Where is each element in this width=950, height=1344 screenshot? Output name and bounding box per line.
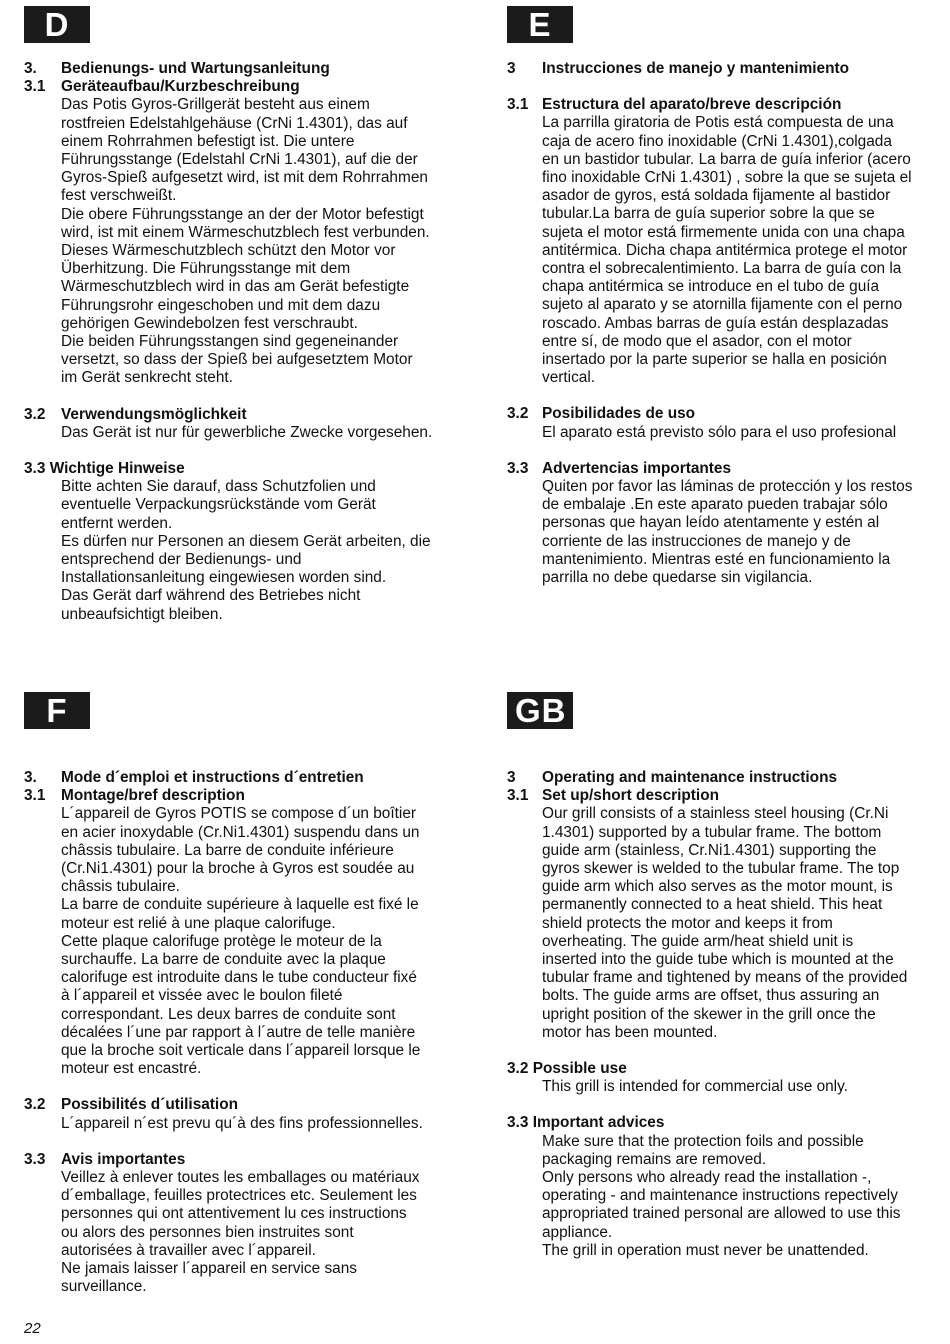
french-content <box>24 769 464 1296</box>
language-label-fr: F <box>24 692 90 729</box>
section-3-2-body: L´appareil n´est prevu qu´à des fins professionnelles. <box>61 1114 423 1132</box>
chapter-heading: 3 Operating and maintenance instructions <box>507 769 838 786</box>
section-3-3-heading: 3.3 Wichtige Hinweise <box>24 460 185 478</box>
language-label-es: E <box>507 6 573 43</box>
section-3-2-heading: 3.2 Possibilités d´utilisation <box>24 1096 239 1114</box>
section-3-3-body: Bitte achten Sie darauf, dass Schutzfolien und eventuelle Verpackungsrückstände vom Gerät entfernt werden. Es dürfen nur Personen an diesem Gerät arbeiten, die entsprechend der Bedienungs- und Installationsanleitung eingewiesen worden sind. Das Gerät darf während des Betriebes nicht unbeaufsichtigt bleiben. <box>61 478 431 623</box>
section-spanish <box>507 6 947 587</box>
english-content <box>507 769 947 1260</box>
section-3-3-heading: 3.3 Advertencias importantes <box>507 459 732 477</box>
section-3-2-body: This grill is intended for commercial use only. <box>542 1078 848 1096</box>
section-english <box>507 692 947 1260</box>
language-label-de: D <box>24 6 90 43</box>
section-3-3-body: Make sure that the protection foils and possible packaging remains are removed. Only persons who already read the installation -, operating - and maintenance instructions repectively appropriated trained personal are allowed to use this appliance. The grill in operation must never be unattended. <box>542 1132 901 1259</box>
german-content <box>24 60 464 624</box>
language-label-gb: GB <box>507 692 573 729</box>
section-3-2-heading: 3.2 Posibilidades de uso <box>507 405 696 423</box>
section-3-1-body: La parrilla giratoria de Potis está compuesta de una caja de acero fino inoxidable (CrNi 1.4301),colgada en un bastidor tubular. La barra de guía inferior (acero fino inoxidable CrNi 1.4301) , sobre la que se sujeta el asador de gyros, está soldada fijamente al bastidor tubular.La barra de guía superior sobre la que se sujeta el motor está firmemente unida con una chapa antitérmica. Dicha chapa antitérmica protege el motor contra el sobrecalentimiento. La barra de guía con la chapa antitérmica se introduce en el tubo de guía sujeto al aparato y se atornilla fijamente con el perno roscado. Ambas barras de guía están desplazadas entre sí, de modo que el asador, con el motor insertado por la parte superior se halla en posición vertical. <box>542 114 912 387</box>
chapter-heading: 3 Instrucciones de manejo y mantenimiento <box>507 60 850 77</box>
section-french <box>24 692 464 1296</box>
section-3-3-body: Quiten por favor las láminas de protección y los restos de embalaje .En este aparato pueden trabajar sólo personas que hayan leído atentamente y estén al corriente de las instrucciones de manejo y de mantenimiento. Mientras esté en funcionamiento la parrilla no debe quedarse sin vigilancia. <box>542 478 913 587</box>
chapter-heading: 3. Bedienungs- und Wartungsanleitung <box>24 60 330 77</box>
section-3-1-heading: 3.1 Geräteaufbau/Kurzbeschreibung <box>24 78 300 96</box>
section-3-1-body: Our grill consists of a stainless steel housing (Cr.Ni 1.4301) supported by a tubular frame. The bottom guide arm (stainless, Cr.Ni1.4301) supporting the gyros skewer is welded to the tubular frame. The top guide arm which also serves as the motor mount, is permanently connected to a heat shield. This heat shield protects the motor and keeps it from overheating. The guide arm/heat shield unit is inserted into the guide tube which is mounted at the tubular frame and tightened by means of the provided bolts. The guide arms are offset, thus assuring an upright position of the skewer in the grill once the motor has been mounted. <box>542 805 908 1041</box>
section-3-1-heading: 3.1 Set up/short description <box>507 787 720 805</box>
section-3-1-heading: 3.1 Estructura del aparato/breve descripción <box>507 96 842 114</box>
section-3-2-heading: 3.2 Verwendungsmöglichkeit <box>24 405 247 423</box>
section-3-1-body: Das Potis Gyros-Grillgerät besteht aus einem rostfreien Edelstahlgehäuse (CrNi 1.4301), das auf einem Rohrrahmen befestigt ist. Die untere Führungsstange (Edelstahl CrNi 1.4301), auf die der Gyros-Spieß aufgesetzt wird, ist mit dem Rohrrahmen fest verschweißt. Die obere Führungsstange an der der Motor befestigt wird, ist mit einem Wärmeschutzblech fest verbunden. Dieses Wärmeschutzblech schützt den Motor vor Überhitzung. Die Führungsstange mit dem Wärmeschutzblech wird in das am Gerät befestigte Führungsrohr eingeschoben und mit dem dazu gehörigen Gewindebolzen fest verschraubt. Die beiden Führungsstangen sind gegeneinander versetzt, so dass der Spieß bei aufgesetztem Motor im Gerät senkrecht steht. <box>61 96 430 387</box>
section-3-3-heading: 3.3 Avis importantes <box>24 1150 186 1168</box>
section-3-2-heading: 3.2 Possible use <box>507 1060 627 1078</box>
section-3-2-body: El aparato está previsto sólo para el uso profesional <box>542 423 897 441</box>
page-number: 22 <box>24 1320 41 1337</box>
section-3-2-body: Das Gerät ist nur für gewerbliche Zwecke vorgesehen. <box>61 423 433 441</box>
chapter-heading: 3. Mode d´emploi et instructions d´entretien <box>24 769 364 786</box>
section-3-3-heading: 3.3 Important advices <box>507 1114 665 1132</box>
section-3-1-heading: 3.1 Montage/bref description <box>24 787 245 805</box>
section-3-1-body: L´appareil de Gyros POTIS se compose d´un boîtier en acier inoxydable (Cr.Ni1.4301) suspendu dans un châssis tubulaire. La barre de conduite inférieure (Cr.Ni1.4301) pour la broche à Gyros est soudée au châssis tubulaire. La barre de conduite supérieure à laquelle est fixé le moteur est relié à une plaque calorifuge. Cette plaque calorifuge protège le moteur de la surchauffe. La barre de conduite avec la plaque calorifuge est introduite dans le tube conducteur fixé à l´appareil et vissée avec le boulon fileté correspondant. Les deux barres de conduite sont décalées l´une par rapport à l´autre de telle manière que la broche soit verticale dans l´appareil lorsque le moteur est encastré. <box>61 805 421 1078</box>
spanish-content <box>507 60 947 587</box>
section-3-3-body: Veillez à enlever toutes les emballages ou matériaux d´emballage, feuilles protectrices etc. Seulement les personnes qui ont attentivement lu ces instructions ou alors des personnes bien instruites sont autorisées à travailler avec l´appareil. Ne jamais laisser l´appareil en service sans surveillance. <box>61 1169 420 1296</box>
section-german <box>24 6 464 624</box>
